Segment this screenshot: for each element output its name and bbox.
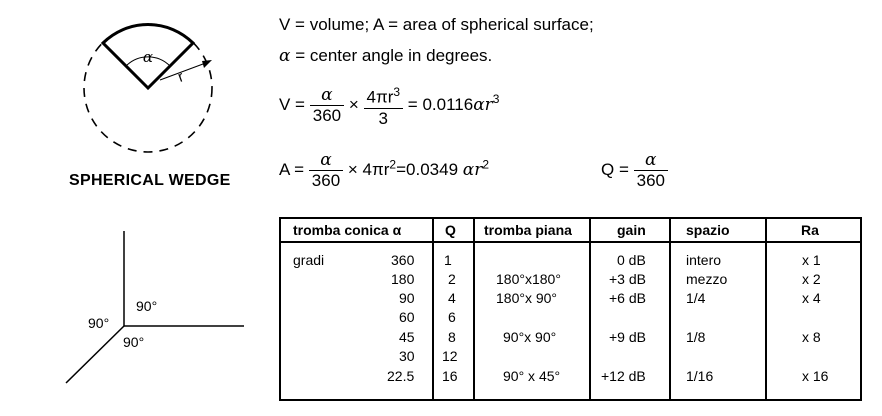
q-fraction-num: α bbox=[634, 150, 668, 171]
volume-fraction-2 bbox=[364, 82, 404, 129]
area-result-exp: 2 bbox=[482, 157, 490, 172]
angle-label-bottom: 90° bbox=[123, 334, 145, 350]
wedge-alpha-label: α bbox=[142, 48, 154, 66]
q-cell: 16 bbox=[442, 368, 458, 384]
angle-label-top: 90° bbox=[136, 298, 158, 314]
spazio-cell: 1/4 bbox=[686, 290, 706, 306]
ra-cell: x 16 bbox=[802, 368, 829, 384]
area-fraction-num: α bbox=[309, 150, 343, 171]
alpha-cell: 45 bbox=[399, 329, 415, 345]
q-formula bbox=[601, 150, 668, 191]
header-tromba-conica: tromba conica α bbox=[293, 222, 402, 238]
volume-fraction-2-num: 4πr bbox=[366, 87, 394, 107]
alpha-cell: 180 bbox=[391, 271, 415, 287]
gain-cell: +6 dB bbox=[609, 290, 646, 306]
spherical-wedge-diagram bbox=[70, 10, 230, 170]
ra-cell: x 8 bbox=[802, 329, 821, 345]
volume-lhs: V = bbox=[279, 94, 305, 114]
area-fraction-den: 360 bbox=[311, 171, 341, 190]
header-tromba-piana: tromba piana bbox=[484, 222, 572, 238]
q-cell: 1 bbox=[444, 252, 452, 268]
diagonal-axis bbox=[66, 326, 124, 383]
volume-times: × bbox=[348, 94, 359, 114]
header-ra: Ra bbox=[801, 222, 819, 238]
definition-line-2-text: = center angle in degrees. bbox=[295, 46, 493, 65]
alpha-cell: 30 bbox=[399, 348, 415, 364]
area-mid-exp: 2 bbox=[389, 157, 397, 172]
piana-cell: 90° x 45° bbox=[503, 368, 561, 384]
definition-line-2 bbox=[279, 46, 492, 66]
q-cell: 12 bbox=[442, 348, 458, 364]
alpha-cell: 360 bbox=[391, 252, 415, 268]
area-result-tail: αr bbox=[462, 159, 483, 180]
volume-fraction-1-den: 360 bbox=[312, 105, 342, 125]
volume-result-tail: αr bbox=[473, 94, 493, 115]
q-cell: 4 bbox=[448, 290, 456, 306]
definition-line-1: V = volume; A = area of spherical surface; bbox=[279, 15, 594, 34]
spazio-cell: mezzo bbox=[686, 271, 728, 287]
area-fraction bbox=[309, 150, 343, 191]
horn-table bbox=[279, 217, 862, 401]
volume-fraction-1-num: α bbox=[310, 85, 344, 106]
q-fraction-den: 360 bbox=[636, 171, 665, 190]
volume-fraction-2-den: 3 bbox=[378, 108, 389, 128]
piana-cell: 180°x180° bbox=[496, 271, 561, 287]
alpha-symbol: α bbox=[279, 46, 291, 66]
gain-cell: +12 dB bbox=[601, 368, 646, 384]
header-gain: gain bbox=[617, 222, 646, 238]
area-lhs: A = bbox=[279, 159, 305, 179]
ra-cell: x 4 bbox=[802, 290, 821, 306]
header-divider bbox=[281, 241, 860, 243]
alpha-cell: 90 bbox=[399, 290, 415, 306]
ra-cell: x 2 bbox=[802, 271, 821, 287]
angle-label-left: 90° bbox=[88, 315, 110, 331]
area-mid: × 4πr bbox=[347, 159, 390, 179]
q-cell: 8 bbox=[448, 329, 456, 345]
header-q: Q bbox=[445, 222, 456, 238]
q-cell: 6 bbox=[448, 309, 456, 325]
piana-cell: 90°x 90° bbox=[503, 329, 557, 345]
volume-formula bbox=[279, 82, 499, 129]
volume-result-exp: 3 bbox=[492, 92, 500, 107]
q-cell: 2 bbox=[448, 271, 456, 287]
gain-cell: +3 dB bbox=[609, 271, 646, 287]
area-result: =0.0349 bbox=[396, 159, 459, 179]
q-fraction bbox=[634, 150, 668, 191]
ra-cell: x 1 bbox=[802, 252, 821, 268]
gain-cell: 0 dB bbox=[617, 252, 646, 268]
volume-fraction-1 bbox=[310, 85, 344, 126]
spazio-cell: intero bbox=[686, 252, 722, 268]
three-axes-diagram bbox=[60, 225, 255, 390]
radius-arrowhead bbox=[202, 60, 212, 68]
spazio-cell: 1/8 bbox=[686, 329, 706, 345]
wedge-radius-label: r bbox=[175, 68, 187, 86]
alpha-cell: 22.5 bbox=[387, 368, 415, 384]
wedge-caption: SPHERICAL WEDGE bbox=[69, 172, 231, 189]
volume-result: = 0.0116 bbox=[407, 94, 474, 114]
gain-cell: +9 dB bbox=[609, 329, 646, 345]
area-formula bbox=[279, 150, 489, 191]
q-lhs: Q = bbox=[601, 159, 629, 179]
header-spazio: spazio bbox=[686, 222, 730, 238]
spazio-cell: 1/16 bbox=[686, 368, 714, 384]
alpha-cell: 60 bbox=[399, 309, 415, 325]
volume-fraction-2-exp: 3 bbox=[393, 85, 401, 99]
units-label: gradi bbox=[293, 252, 325, 268]
piana-cell: 180°x 90° bbox=[496, 290, 558, 306]
